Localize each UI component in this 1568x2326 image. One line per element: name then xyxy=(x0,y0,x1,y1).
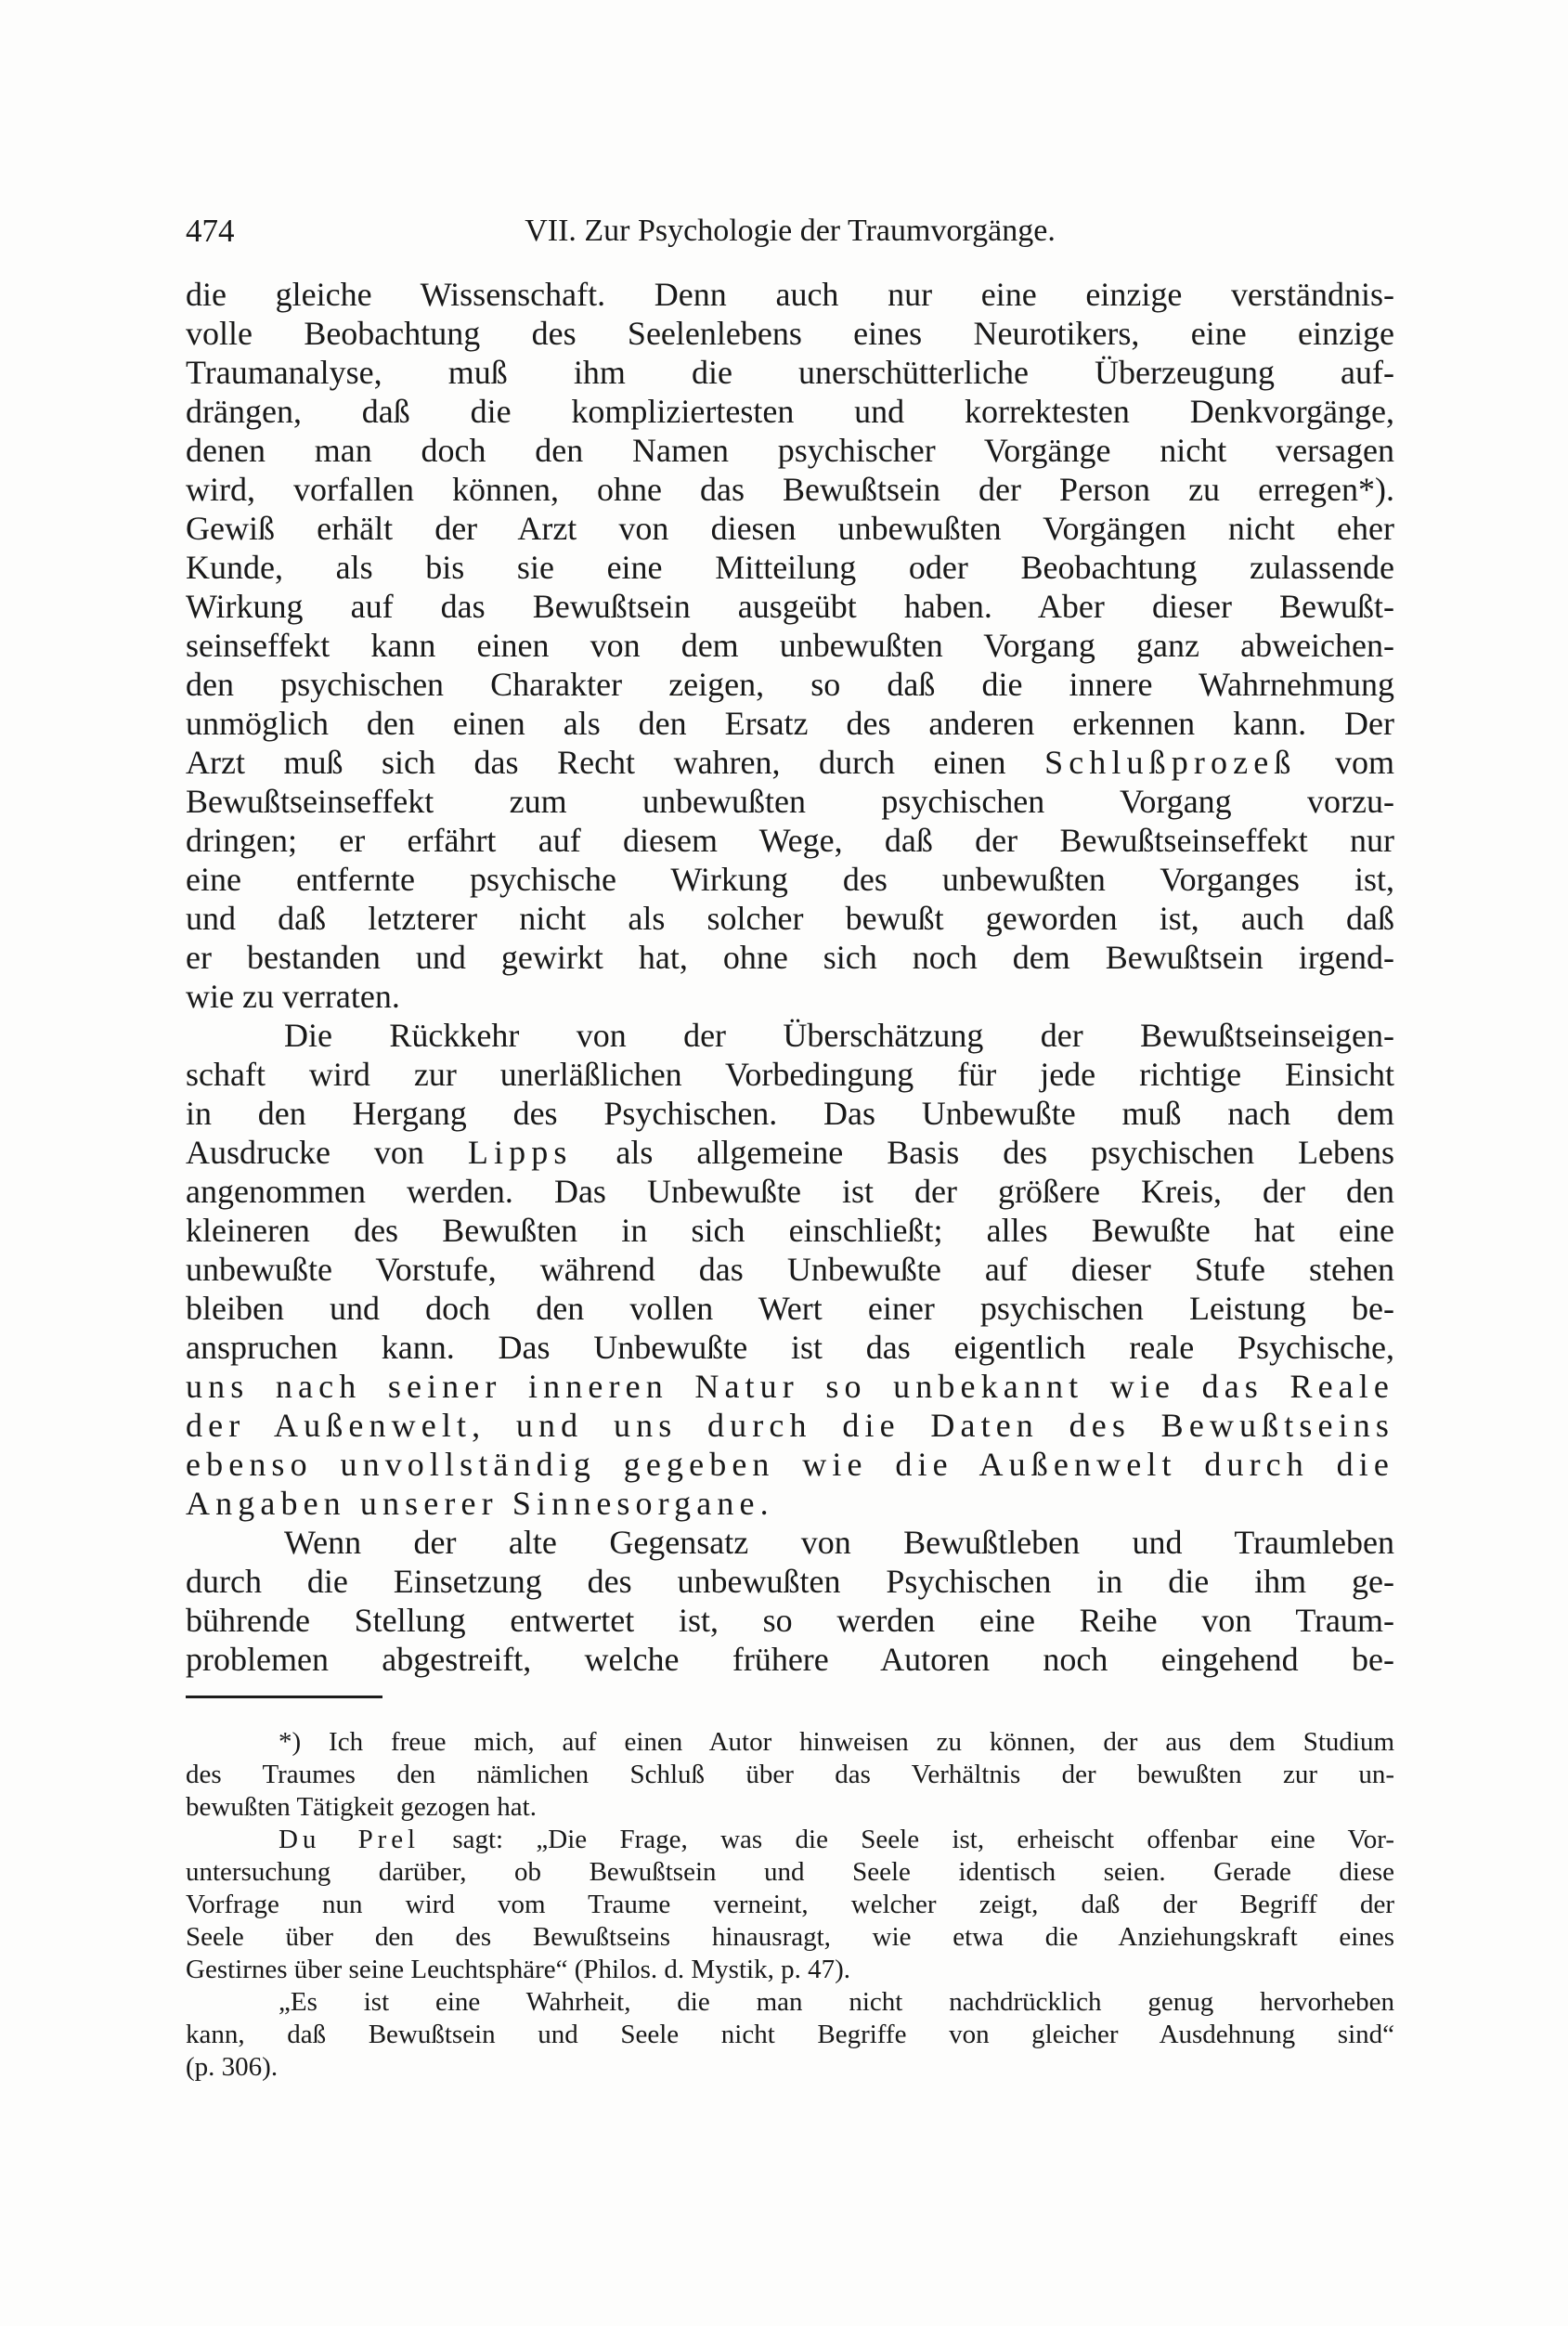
text-line xyxy=(186,431,1394,470)
text-line xyxy=(186,2019,1394,2051)
text-line xyxy=(186,1562,1394,1601)
text-line xyxy=(186,1406,1394,1445)
text-segment: Gewiß erhält der Arzt von diesen unbewußten Vorgängen nicht eher xyxy=(186,510,1394,547)
text-segment: kann, daß Bewußtsein und Seele nicht Begriffe von gleicher Ausdehnung sind“ xyxy=(186,2020,1394,2049)
text-segment: Ausdrucke von xyxy=(186,1134,468,1171)
text-segment: durch die Einsetzung des unbewußten Psychischen in die ihm ge- xyxy=(186,1563,1394,1600)
text-segment: und daß letzterer nicht als solcher bewußt geworden ist, auch daß xyxy=(186,900,1394,937)
text-line xyxy=(186,1523,1394,1562)
text-segment: dringen; er erfährt auf diesem Wege, daß der Bewußtseinseffekt nur xyxy=(186,822,1394,859)
text-line xyxy=(186,860,1394,899)
letterspaced-emphasis: Lipps xyxy=(467,1134,573,1171)
text-segment: bleiben und doch den vollen Wert einer psychischen Leistung be- xyxy=(186,1290,1394,1327)
text-segment: „Es ist eine Wahrheit, die man nicht nachdrücklich genug hervorheben xyxy=(279,1987,1394,2017)
text-line xyxy=(186,1016,1394,1055)
text-segment: (p. 306). xyxy=(186,2052,279,2082)
text-segment: Wenn der alte Gegensatz von Bewußtleben und Traumleben xyxy=(284,1524,1394,1561)
running-header xyxy=(186,212,1394,251)
text-line xyxy=(186,1211,1394,1250)
text-line xyxy=(186,587,1394,626)
text-line xyxy=(186,1328,1394,1367)
text-line xyxy=(186,665,1394,704)
text-line xyxy=(186,1921,1394,1954)
text-line xyxy=(186,1824,1394,1856)
text-line xyxy=(186,1172,1394,1211)
text-line xyxy=(186,1367,1394,1406)
text-segment: sagt: „Die Frage, was die Seele ist, erheischt offenbar eine Vor- xyxy=(420,1825,1394,1854)
text-line xyxy=(186,2051,1394,2084)
text-line xyxy=(186,392,1394,431)
text-line xyxy=(186,977,1394,1016)
text-segment: Traumanalyse, muß ihm die unerschütterliche Überzeugung auf- xyxy=(186,354,1394,391)
text-segment: eine entfernte psychische Wirkung des unbewußten Vorganges ist, xyxy=(186,861,1394,898)
page-number: 474 xyxy=(186,213,235,249)
text-line xyxy=(186,1889,1394,1921)
text-line xyxy=(186,782,1394,821)
text-segment: bewußten Tätigkeit gezogen hat. xyxy=(186,1792,537,1822)
paragraph xyxy=(186,1726,1394,1824)
text-line xyxy=(186,470,1394,509)
text-line xyxy=(186,1484,1394,1523)
text-line xyxy=(186,1055,1394,1094)
text-line xyxy=(186,743,1394,782)
text-line xyxy=(186,1094,1394,1133)
text-line xyxy=(186,899,1394,938)
letterspaced-emphasis: ebenso unvollständig gegeben wie die Außenwelt durch die xyxy=(186,1446,1394,1483)
text-line xyxy=(186,821,1394,860)
text-line xyxy=(186,626,1394,665)
text-segment: angenommen werden. Das Unbewußte ist der größere Kreis, der den xyxy=(186,1173,1394,1210)
paragraph xyxy=(186,275,1394,1016)
text-line xyxy=(186,314,1394,353)
text-line xyxy=(186,1791,1394,1824)
text-segment: Arzt muß sich das Recht wahren, durch einen xyxy=(186,744,1045,781)
text-segment: seinseffekt kann einen von dem unbewußten Vorgang ganz abweichen- xyxy=(186,627,1394,664)
main-text xyxy=(186,275,1394,1679)
text-line xyxy=(186,938,1394,977)
text-segment: wird, vorfallen können, ohne das Bewußtsein der Person zu erregen*). xyxy=(186,471,1394,508)
text-segment: unbewußte Vorstufe, während das Unbewußte auf dieser Stufe stehen xyxy=(186,1251,1394,1288)
text-line xyxy=(186,1445,1394,1484)
text-line xyxy=(186,1856,1394,1889)
text-segment: denen man doch den Namen psychischer Vorgänge nicht versagen xyxy=(186,432,1394,469)
letterspaced-emphasis: Du Prel xyxy=(279,1825,420,1854)
text-line xyxy=(186,275,1394,314)
running-title: VII. Zur Psychologie der Traumvorgänge. xyxy=(525,214,1056,248)
text-segment: Kunde, als bis sie eine Mitteilung oder Beobachtung zulassende xyxy=(186,549,1394,586)
text-line xyxy=(186,1954,1394,1986)
text-segment: Bewußtseinseffekt zum unbewußten psychischen Vorgang vorzu- xyxy=(186,783,1394,820)
text-segment: Die Rückkehr von der Überschätzung der Bewußtseinseigen- xyxy=(284,1017,1394,1054)
text-line xyxy=(186,1133,1394,1172)
text-column xyxy=(186,212,1394,2084)
text-segment: bührende Stellung entwertet ist, so werden eine Reihe von Traum- xyxy=(186,1602,1394,1639)
paragraph xyxy=(186,1824,1394,1986)
text-segment: unmöglich den einen als den Ersatz des anderen erkennen kann. Der xyxy=(186,705,1394,742)
text-line xyxy=(186,353,1394,392)
text-line xyxy=(186,548,1394,587)
text-segment: problemen abgestreift, welche frühere Autoren noch eingehend be- xyxy=(186,1641,1394,1678)
letterspaced-emphasis: Angaben unserer Sinnesorgane. xyxy=(186,1485,774,1522)
text-segment: *) Ich freue mich, auf einen Autor hinweisen zu können, der aus dem Studium xyxy=(279,1727,1394,1757)
letterspaced-emphasis: der Außenwelt, und uns durch die Daten des Bewußtseins xyxy=(186,1407,1394,1444)
text-segment: drängen, daß die kompliziertesten und korrektesten Denkvorgänge, xyxy=(186,393,1394,430)
paragraph xyxy=(186,1016,1394,1523)
text-segment: als allgemeine Basis des psychischen Lebens xyxy=(572,1134,1395,1171)
letterspaced-emphasis: Schlußprozeß xyxy=(1044,744,1297,781)
text-segment: schaft wird zur unerläßlichen Vorbedingung für jede richtige Einsicht xyxy=(186,1056,1394,1093)
text-segment: Seele über den des Bewußtseins hinausragt, wie etwa die Anziehungskraft eines xyxy=(186,1922,1394,1952)
text-segment: kleineren des Bewußten in sich einschließt; alles Bewußte hat eine xyxy=(186,1212,1394,1249)
footnote-block xyxy=(186,1726,1394,2084)
paragraph xyxy=(186,1523,1394,1679)
text-line xyxy=(186,1986,1394,2019)
text-line xyxy=(186,1640,1394,1679)
text-segment: wie zu verraten. xyxy=(186,978,400,1015)
text-segment: anspruchen kann. Das Unbewußte ist das eigentlich reale Psychische, xyxy=(186,1329,1394,1366)
text-segment: des Traumes den nämlichen Schluß über das Verhältnis der bewußten zur un- xyxy=(186,1760,1394,1789)
text-segment: Wirkung auf das Bewußtsein ausgeübt haben. Aber dieser Bewußt- xyxy=(186,588,1394,625)
text-line xyxy=(186,1601,1394,1640)
footnote-separator xyxy=(186,1696,382,1698)
text-segment: untersuchung darüber, ob Bewußtsein und Seele identisch seien. Gerade diese xyxy=(186,1857,1394,1887)
text-line xyxy=(186,1250,1394,1289)
text-segment: vom xyxy=(1296,744,1394,781)
letterspaced-emphasis: uns nach seiner inneren Natur so unbekannt wie das Reale xyxy=(186,1368,1394,1405)
text-line xyxy=(186,509,1394,548)
text-line xyxy=(186,1759,1394,1791)
text-segment: er bestanden und gewirkt hat, ohne sich noch dem Bewußtsein irgend- xyxy=(186,939,1394,976)
text-line xyxy=(186,1726,1394,1759)
text-segment: den psychischen Charakter zeigen, so daß die innere Wahrnehmung xyxy=(186,666,1394,703)
text-segment: Vorfrage nun wird vom Traume verneint, welcher zeigt, daß der Begriff der xyxy=(186,1890,1394,1919)
text-line xyxy=(186,704,1394,743)
text-segment: volle Beobachtung des Seelenlebens eines Neurotikers, eine einzige xyxy=(186,315,1394,352)
paragraph xyxy=(186,1986,1394,2084)
text-segment: Gestirnes über seine Leuchtsphäre“ (Philos. d. Mystik, p. 47). xyxy=(186,1955,850,1984)
text-line xyxy=(186,1289,1394,1328)
text-segment: die gleiche Wissenschaft. Denn auch nur eine einzige verständnis- xyxy=(186,276,1394,313)
text-segment: in den Hergang des Psychischen. Das Unbewußte muß nach dem xyxy=(186,1095,1394,1132)
